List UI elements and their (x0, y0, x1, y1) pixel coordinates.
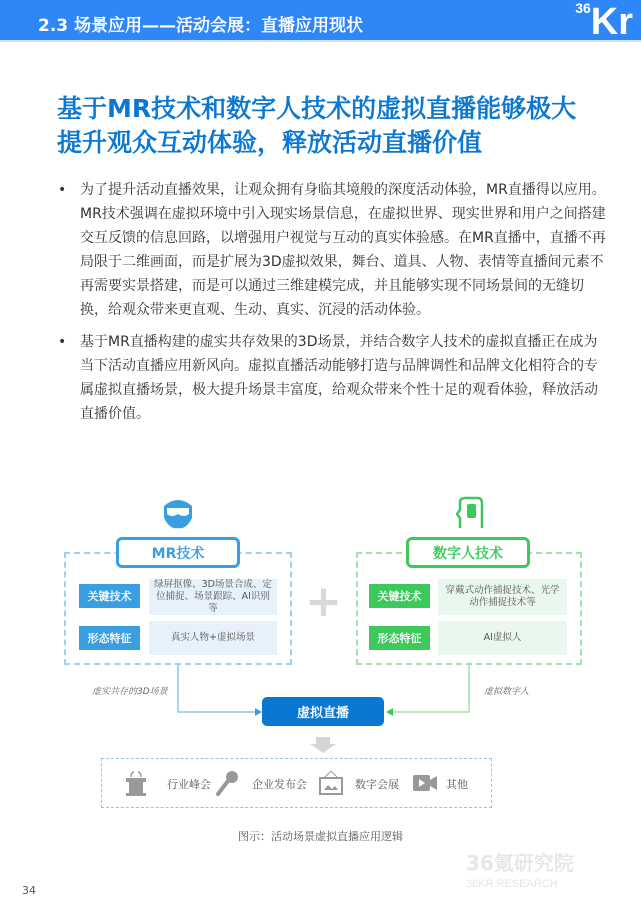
dh-key-value: 穿戴式动作捕捉技术、光学动作捕捉技术等 (438, 579, 567, 615)
mr-title: MR技术 (116, 537, 240, 568)
plus-icon: + (305, 576, 342, 627)
mr-flow-label: 虚实共存的3D场景 (92, 687, 168, 697)
dh-form-label: 形态特征 (369, 626, 430, 650)
down-arrow-icon (310, 737, 336, 753)
section-title: 2.3 场景应用——活动会展：直播应用现状 (38, 16, 364, 36)
scenario-exhibition: 数字会展 (355, 778, 399, 791)
podium-icon (124, 770, 148, 796)
microphone-icon (215, 770, 239, 796)
figure-caption: 图示：活动场景虚拟直播应用逻辑 (238, 830, 403, 843)
exhibition-icon (318, 770, 344, 796)
dh-form-value: AI虚拟人 (438, 621, 567, 655)
scenario-summit: 行业峰会 (167, 778, 211, 791)
scenario-other: 其他 (446, 778, 468, 791)
dh-key-label: 关键技术 (369, 584, 430, 608)
mr-key-label: 关键技术 (79, 584, 140, 608)
page-title: 基于MR技术和数字人技术的虚拟直播能够极大提升观众互动体验，释放活动直播价值 (57, 94, 577, 157)
digital-human-title: 数字人技术 (406, 537, 530, 568)
watermark-cn: 36氪研究院 (466, 851, 574, 875)
bullet-dot: • (58, 182, 67, 198)
bullet-text: 基于MR直播构建的虚实共存效果的3D场景，并结合数字人技术的虚拟直播正在成为当下活动直播应用新风向。虚拟直播活动能够打造与品牌调性和品牌文化相符合的专属虚拟直播场景，极大提升场景丰富度，给观众带来个性十足的观看体验，释放活动直播价值。 (80, 334, 598, 422)
bullet-text: 为了提升活动直播效果，让观众拥有身临其境般的深度活动体验，MR直播得以应用。MR技术强调在虚拟环境中引入现实场景信息，在虚拟世界、现实世界和用户之间搭建交互反馈的信息回路，以增强用户视觉与互动的真实体验感。在MR直播中，直播不再局限于二维画面，而是扩展为3D虚拟效果，舞台、道具、人物、表情等直播间元素不再需要实景搭建，而是可以通过三维建模完成，并且能够实现不同场景间的无缝切换，给观众带来更直观、生动、真实、沉浸的活动体验。 (80, 182, 606, 318)
mr-key-value: 绿屏抠像、3D场景合成、定位捕捉、场景跟踪、AI识别等 (149, 579, 277, 615)
page-number: 34 (22, 884, 36, 897)
scenario-launch: 企业发布会 (252, 778, 307, 791)
watermark-en: 36KR RESEARCH (466, 878, 558, 890)
mr-form-label: 形态特征 (79, 626, 140, 650)
logo: 36Kr (575, 0, 633, 43)
mr-form-value: 真实人物+虚拟场景 (149, 621, 277, 655)
video-camera-icon (413, 773, 437, 793)
bullet-dot: • (58, 334, 67, 350)
virtual-live-box: 虚拟直播 (262, 697, 384, 726)
dh-flow-label: 虚拟数字人 (484, 687, 530, 697)
